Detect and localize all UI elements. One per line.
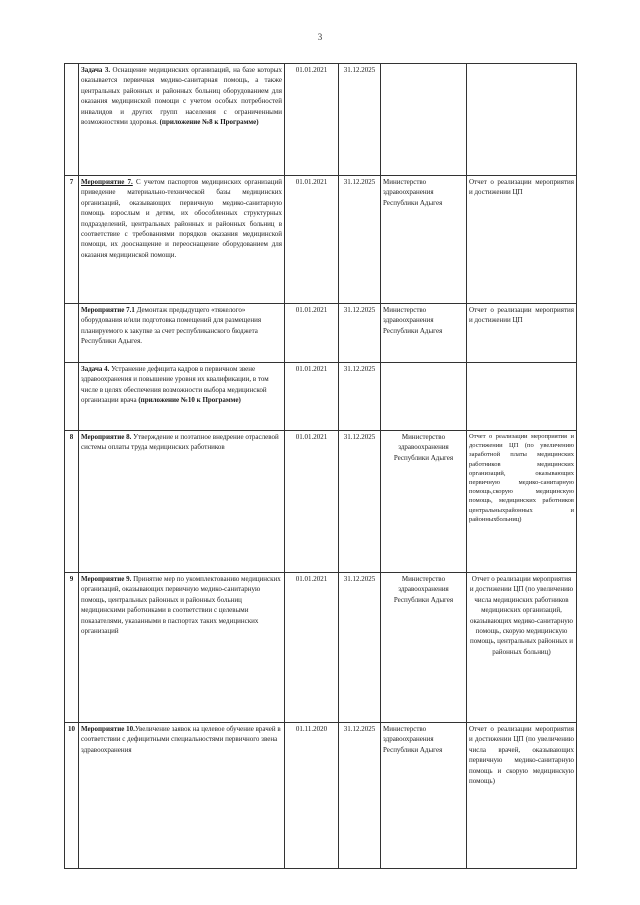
row-end-date: 31.12.2025 xyxy=(339,64,381,176)
row-start-date: 01.11.2020 xyxy=(285,723,339,869)
row-appendix: (приложение №8 к Программе) xyxy=(157,118,259,127)
row-text: Демонтаж предыдущего «тяжелого» оборудования и/или подготовка помещений для размещения планируемого к закупке за счет республиканского бюджета Республики Адыгея. xyxy=(81,306,262,346)
row-appendix: (приложение №10 к Программе) xyxy=(136,396,241,405)
row-text: Принятие мер по укомплектованию медицинских организаций, оказывающих первичную медико-санитарную помощь, центральных районных и районных больниц медицинскими работниками в соответствии с целевыми показателями, указанными в паспортах таких медицинских организаций xyxy=(81,575,281,636)
row-title: Мероприятие 10. xyxy=(81,725,135,733)
row-number xyxy=(65,363,79,431)
row-title: Мероприятие 7. xyxy=(81,178,133,186)
row-number: 7 xyxy=(65,176,79,304)
row-text: Оснащение медицинских организаций, на базе которых оказывается первичная медико-санитарная помощь, а также центральных районных и районных больниц оборудованием для оказания медицинской помощи с учетом особых потребностей инвалидов и других групп населения с ограниченными возможностями здоровья. xyxy=(81,66,283,127)
row-result: Отчет о реализации мероприятия и достижении ЦП (по увеличению числа медицинских работников медицинских организаций, оказывающих медико-санитарную помощь, скорую медицинскую помощь, центральных районных и районных больниц) xyxy=(467,573,577,723)
table-row-activity-8 xyxy=(65,431,577,573)
row-start-date: 01.01.2021 xyxy=(285,363,339,431)
row-end-date: 31.12.2025 xyxy=(339,363,381,431)
row-start-date: 01.01.2021 xyxy=(285,431,339,573)
row-title: Мероприятие 7.1 xyxy=(81,306,135,314)
row-description xyxy=(79,723,285,869)
row-title: Мероприятие 8. xyxy=(81,433,132,441)
row-title: Задача 4. xyxy=(81,365,110,373)
row-number xyxy=(65,304,79,363)
row-end-date: 31.12.2025 xyxy=(339,723,381,869)
table-row-activity-7-1 xyxy=(65,304,577,363)
row-result xyxy=(467,363,577,431)
row-text: Утверждение и поэтапное внедрение отраслевой системы оплаты труда медицинских работников xyxy=(81,433,279,452)
row-end-date: 31.12.2025 xyxy=(339,176,381,304)
row-start-date: 01.01.2021 xyxy=(285,176,339,304)
row-description xyxy=(79,363,285,431)
row-executor: Министерство здравоохранения Республики Адыгея xyxy=(381,573,467,723)
row-executor: Министерство здравоохранения Республики Адыгея xyxy=(381,304,467,363)
row-description xyxy=(79,431,285,573)
row-result: Отчет о реализации мероприятия и достижении ЦП (по увеличению числа врачей, оказывающих первичную медико-санитарную помощь и скорую медицинскую помощь) xyxy=(467,723,577,869)
row-result xyxy=(467,64,577,176)
row-executor: Министерство здравоохранения Республики Адыгея xyxy=(381,431,467,573)
table-row-task-4 xyxy=(65,363,577,431)
row-executor xyxy=(381,363,467,431)
row-start-date: 01.01.2021 xyxy=(285,573,339,723)
table-row-activity-10 xyxy=(65,723,577,869)
row-result: Отчет о реализации мероприятия и достижении ЦП xyxy=(467,176,577,304)
row-number: 10 xyxy=(65,723,79,869)
row-start-date: 01.01.2021 xyxy=(285,64,339,176)
row-end-date: 31.12.2025 xyxy=(339,573,381,723)
row-start-date: 01.01.2021 xyxy=(285,304,339,363)
row-title: Мероприятие 9. xyxy=(81,575,132,583)
row-executor: Министерство здравоохранения Республики Адыгея xyxy=(381,176,467,304)
table-row-activity-7 xyxy=(65,176,577,304)
row-description xyxy=(79,176,285,304)
row-description xyxy=(79,64,285,176)
row-end-date: 31.12.2025 xyxy=(339,304,381,363)
row-text: С учетом паспортов медицинских организаций приведение материально-технической базы медицинских организаций, оказывающих первичную медико-санитарную помощь взрослым и детям, их обособленных структурных подразделений, центральных районных и районных больниц в соответствие с требованиями порядков оказания медицинской помощи, их дооснащение и переоснащение оборудованием для оказания медицинской помощи. xyxy=(81,178,282,259)
activities-table xyxy=(64,63,577,869)
table-row-activity-9 xyxy=(65,573,577,723)
row-description xyxy=(79,304,285,363)
page-number: 3 xyxy=(317,32,323,42)
row-number: 8 xyxy=(65,431,79,573)
row-executor: Министерство здравоохранения Республики Адыгея xyxy=(381,723,467,869)
row-executor xyxy=(381,64,467,176)
row-description xyxy=(79,573,285,723)
row-text: Устранение дефицита кадров в первичном звене здравоохранения и повышение уровня их квалификации, в том числе в целях обеспечения возможности выбора медицинской организации врача xyxy=(81,365,269,405)
row-end-date: 31.12.2025 xyxy=(339,431,381,573)
row-result: Отчет о реализации мероприятия и достижении ЦП xyxy=(467,304,577,363)
row-number xyxy=(65,64,79,176)
row-text: Увеличение заявок на целевое обучение врачей в соответствии с дефицитными специальностями первичного звена здравоохранения xyxy=(81,725,281,754)
row-result: Отчет о реализации мероприятия и достижении ЦП (по увеличению заработной платы медицинских работников медицинских организаций, оказывающих первичную медико-санитарную помощь,скорую медицинскую помощь, медицинских работников центральныхрайонных и районныхбольниц) xyxy=(467,431,577,573)
row-number: 9 xyxy=(65,573,79,723)
row-title: Задача 3. xyxy=(81,66,111,74)
table-row-task-3 xyxy=(65,64,577,176)
